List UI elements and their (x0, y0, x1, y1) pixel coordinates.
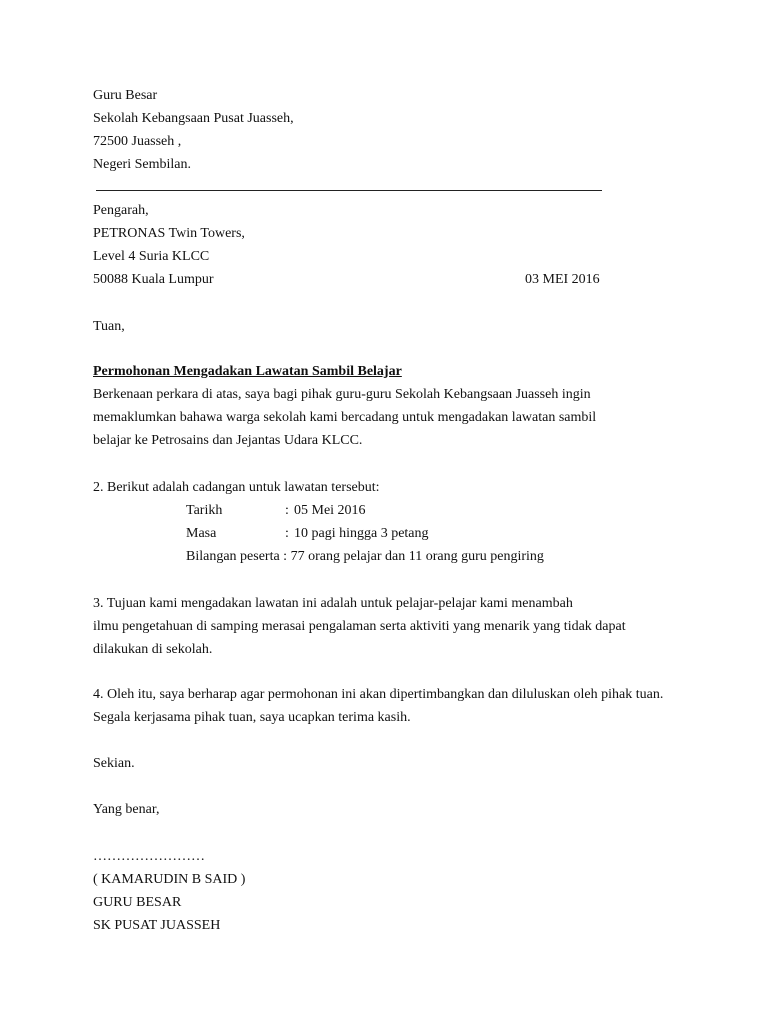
signatory-school: SK PUSAT JUASSEH (93, 918, 221, 933)
masa-colon: : (285, 526, 289, 541)
paragraph-line: Berkenaan perkara di atas, saya bagi pihak guru-guru Sekolah Kebangsaan Juasseh ingin (93, 387, 591, 402)
signatory-name: ( KAMARUDIN B SAID ) (93, 872, 246, 887)
paragraph-line: 4. Oleh itu, saya berharap agar permohonan ini akan dipertimbangkan dan diluluskan oleh pihak tuan. (93, 687, 664, 702)
sender-line-title: Guru Besar (93, 88, 158, 103)
paragraph-line: 3. Tujuan kami mengadakan lawatan ini adalah untuk pelajar-pelajar kami menambah (93, 596, 573, 611)
signatory-title: GURU BESAR (93, 895, 182, 910)
recipient-line-org: PETRONAS Twin Towers, (93, 226, 245, 241)
paragraph-line: 2. Berikut adalah cadangan untuk lawatan tersebut: (93, 480, 380, 495)
sender-line-school: Sekolah Kebangsaan Pusat Juasseh, (93, 111, 294, 126)
tarikh-colon: : (285, 503, 289, 518)
letter-subject: Permohonan Mengadakan Lawatan Sambil Belajar (93, 364, 402, 379)
recipient-line-title: Pengarah, (93, 203, 149, 218)
paragraph-line: Segala kerjasama pihak tuan, saya ucapkan terima kasih. (93, 710, 411, 725)
paragraph-line: ilmu pengetahuan di samping merasai pengalaman serta aktiviti yang menarik yang tidak dapat (93, 619, 626, 634)
masa-value: 10 pagi hingga 3 petang (294, 526, 429, 541)
sender-line-state: Negeri Sembilan. (93, 157, 191, 172)
closing-sekian: Sekian. (93, 756, 135, 771)
paragraph-line: belajar ke Petrosains dan Jejantas Udara KLCC. (93, 433, 363, 448)
header-divider (96, 190, 602, 191)
masa-label: Masa (186, 526, 217, 541)
peserta-line: Bilangan peserta : 77 orang pelajar dan 11 orang guru pengiring (186, 549, 544, 564)
paragraph-line: memaklumkan bahawa warga sekolah kami bercadang untuk mengadakan lawatan sambil (93, 410, 597, 425)
closing-yang-benar: Yang benar, (93, 802, 160, 817)
letter-date: 03 MEI 2016 (525, 272, 600, 287)
salutation: Tuan, (93, 319, 125, 334)
recipient-line-level: Level 4 Suria KLCC (93, 249, 210, 264)
tarikh-value: 05 Mei 2016 (294, 503, 366, 518)
tarikh-label: Tarikh (186, 503, 223, 518)
paragraph-line: dilakukan di sekolah. (93, 642, 213, 657)
sender-line-postcode: 72500 Juasseh , (93, 134, 182, 149)
recipient-line-city: 50088 Kuala Lumpur (93, 272, 214, 287)
signature-dots: …………………… (93, 849, 205, 864)
